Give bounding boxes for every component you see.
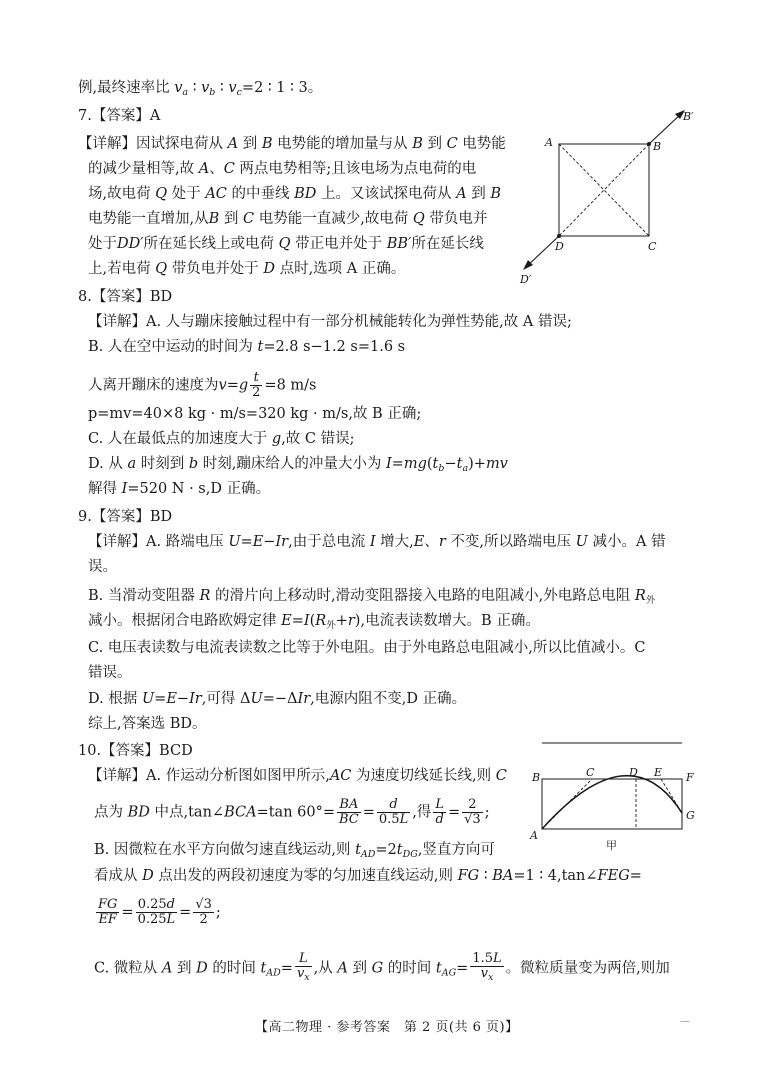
text-line: 【详解】因试探电荷从 A 到 B 电势能的增加量与从 B 到 C 电势能: [78, 136, 506, 152]
text-line: 误。: [88, 559, 117, 575]
text-line: 【详解】A. 作运动分析图如图甲所示,AC 为速度切线延长线,则 C: [88, 768, 507, 784]
label-g: G: [686, 809, 695, 822]
text-line: D. 从 a 时刻到 b 时刻,蹦床给人的冲量大小为 $I=mg(t_b-t_a)+mv$: [88, 456, 508, 474]
point-d: [557, 234, 561, 238]
text-line: 上,若电荷 Q 带负电并处于 D 点时,选项 A 正确。: [88, 261, 406, 277]
projectile-figure: [526, 735, 706, 855]
text-line: 例,最终速率比 $v_a$ ∶ $v_b$ ∶ $v_c=2$ ∶ 1 ∶ 3。: [78, 80, 323, 98]
corner-mark: —: [680, 1016, 690, 1027]
text-line: 【详解】A. 路端电压 U=E−Ir,由于总电流 I 增大,E、r 不变,所以路端电压 U 减小。A 错: [88, 534, 666, 550]
page-footer: 【高二物理 · 参考答案 第 2 页(共 6 页)】: [255, 1020, 519, 1035]
text-line: $\frac{FG}{EF}$ = $\frac{0.25d}{0.25L}$ = $\frac{√3}{2}$ ;: [98, 897, 221, 927]
answer-heading-10: 10.【答案】BCD: [78, 743, 193, 759]
text-line: 人离开蹦床的速度为v=g $\frac{t}{2}$ =8 m/s: [88, 370, 317, 400]
text-line: B. 因微粒在水平方向做匀速直线运动,则 $t_{AD}=2t_{DG}$,竖直方向可: [94, 842, 495, 860]
text-line: 处于DD′所在延长线上或电荷 Q 带正电并处于 BB′所在延长线: [88, 236, 484, 252]
answer-heading-9: 9.【答案】BD: [78, 509, 173, 525]
text-line: B. 人在空中运动的时间为 t=2.8 s−1.2 s=1.6 s: [88, 339, 406, 355]
square-abcd: [559, 144, 649, 236]
text-line: C. 人在最低点的加速度大于 g,故 C 错误;: [88, 431, 355, 447]
label-b: B: [653, 140, 662, 153]
text-line: D. 根据 U=E−Ir,可得 ΔU=−ΔIr,电源内阻不变,D 正确。: [88, 691, 467, 707]
text-line: 综上,答案选 BD。: [88, 716, 207, 732]
text-line: 错误。: [88, 665, 132, 681]
text-line: B. 当滑动变阻器 R 的滑片向上移动时,滑动变阻器接入电路的电阻减小,外电路总电阻 $R_外$: [88, 588, 656, 606]
diagonal-bd: [559, 144, 649, 236]
trajectory-curve: [542, 776, 682, 829]
frame-rect: [542, 779, 682, 829]
label-c: C: [586, 766, 595, 779]
point-b: [647, 142, 651, 146]
square-charge-figure: [515, 104, 695, 289]
text-line: p=mv=40×8 kg · m/s=320 kg · m/s,故 B 正确;: [88, 406, 422, 422]
answer-heading-8: 8.【答案】BD: [78, 289, 173, 305]
answer-heading-7: 7.【答案】A: [78, 108, 161, 124]
label-a: A: [530, 829, 538, 842]
label-a: A: [545, 136, 553, 149]
text-line: 的减少量相等,故 A、C 两点电势相等;且该电场为点电荷的电: [88, 161, 477, 177]
label-d: D: [629, 766, 638, 779]
label-b: B: [532, 771, 541, 784]
diagonal-ac: [559, 144, 649, 236]
label-f: F: [686, 771, 694, 784]
text-line: C. 电压表读数与电流表读数之比等于外电阻。由于外电路总电阻减小,所以比值减小。C: [88, 640, 646, 656]
text-line: 电势能一直增加,从B 到 C 电势能一直减少,故电荷 Q 带负电并: [88, 211, 488, 227]
text-line: 点为 BD 中点,tan∠BCA=tan 60°= $\frac{BA}{BC}$ = $\frac{d}{0.5L}$ ,得 $\frac{L}{d}$ = $\frac{2}{√3}$ ;: [94, 797, 490, 827]
text-line: 场,故电荷 Q 处于 AC 的中垂线 BD 上。又该试探电荷从 A 到 B: [88, 186, 501, 202]
label-dp: D′: [520, 273, 532, 286]
text-line: 解得 I=520 N · s,D 正确。: [88, 481, 271, 497]
figure-caption: 甲: [606, 839, 617, 852]
text-line: 【详解】A. 人与蹦床接触过程中有一部分机械能转化为弹性势能,故 A 错误;: [88, 314, 572, 330]
label-bp: B′: [683, 110, 694, 123]
text-line: C. 微粒从 A 到 D 的时间 $t_{AD}=$ $\frac{L}{v_x}$ ,从 A 到 G 的时间 $t_{AG}=$ $\frac{1.5L}{v_x}$ 。微粒质量变为两倍,则加: [94, 951, 670, 983]
label-c: C: [648, 240, 657, 253]
text-line: 减小。根据闭合电路欧姆定律 $E=I(R_外+r)$,电流表读数增大。B 正确。: [88, 613, 540, 631]
label-d: D: [555, 240, 564, 253]
text-line: 看成从 D 点出发的两段初速度为零的匀加速直线运动,则 FG ∶ BA=1 ∶ 4,tan∠FEG=: [94, 868, 642, 884]
label-e: E: [654, 766, 663, 779]
